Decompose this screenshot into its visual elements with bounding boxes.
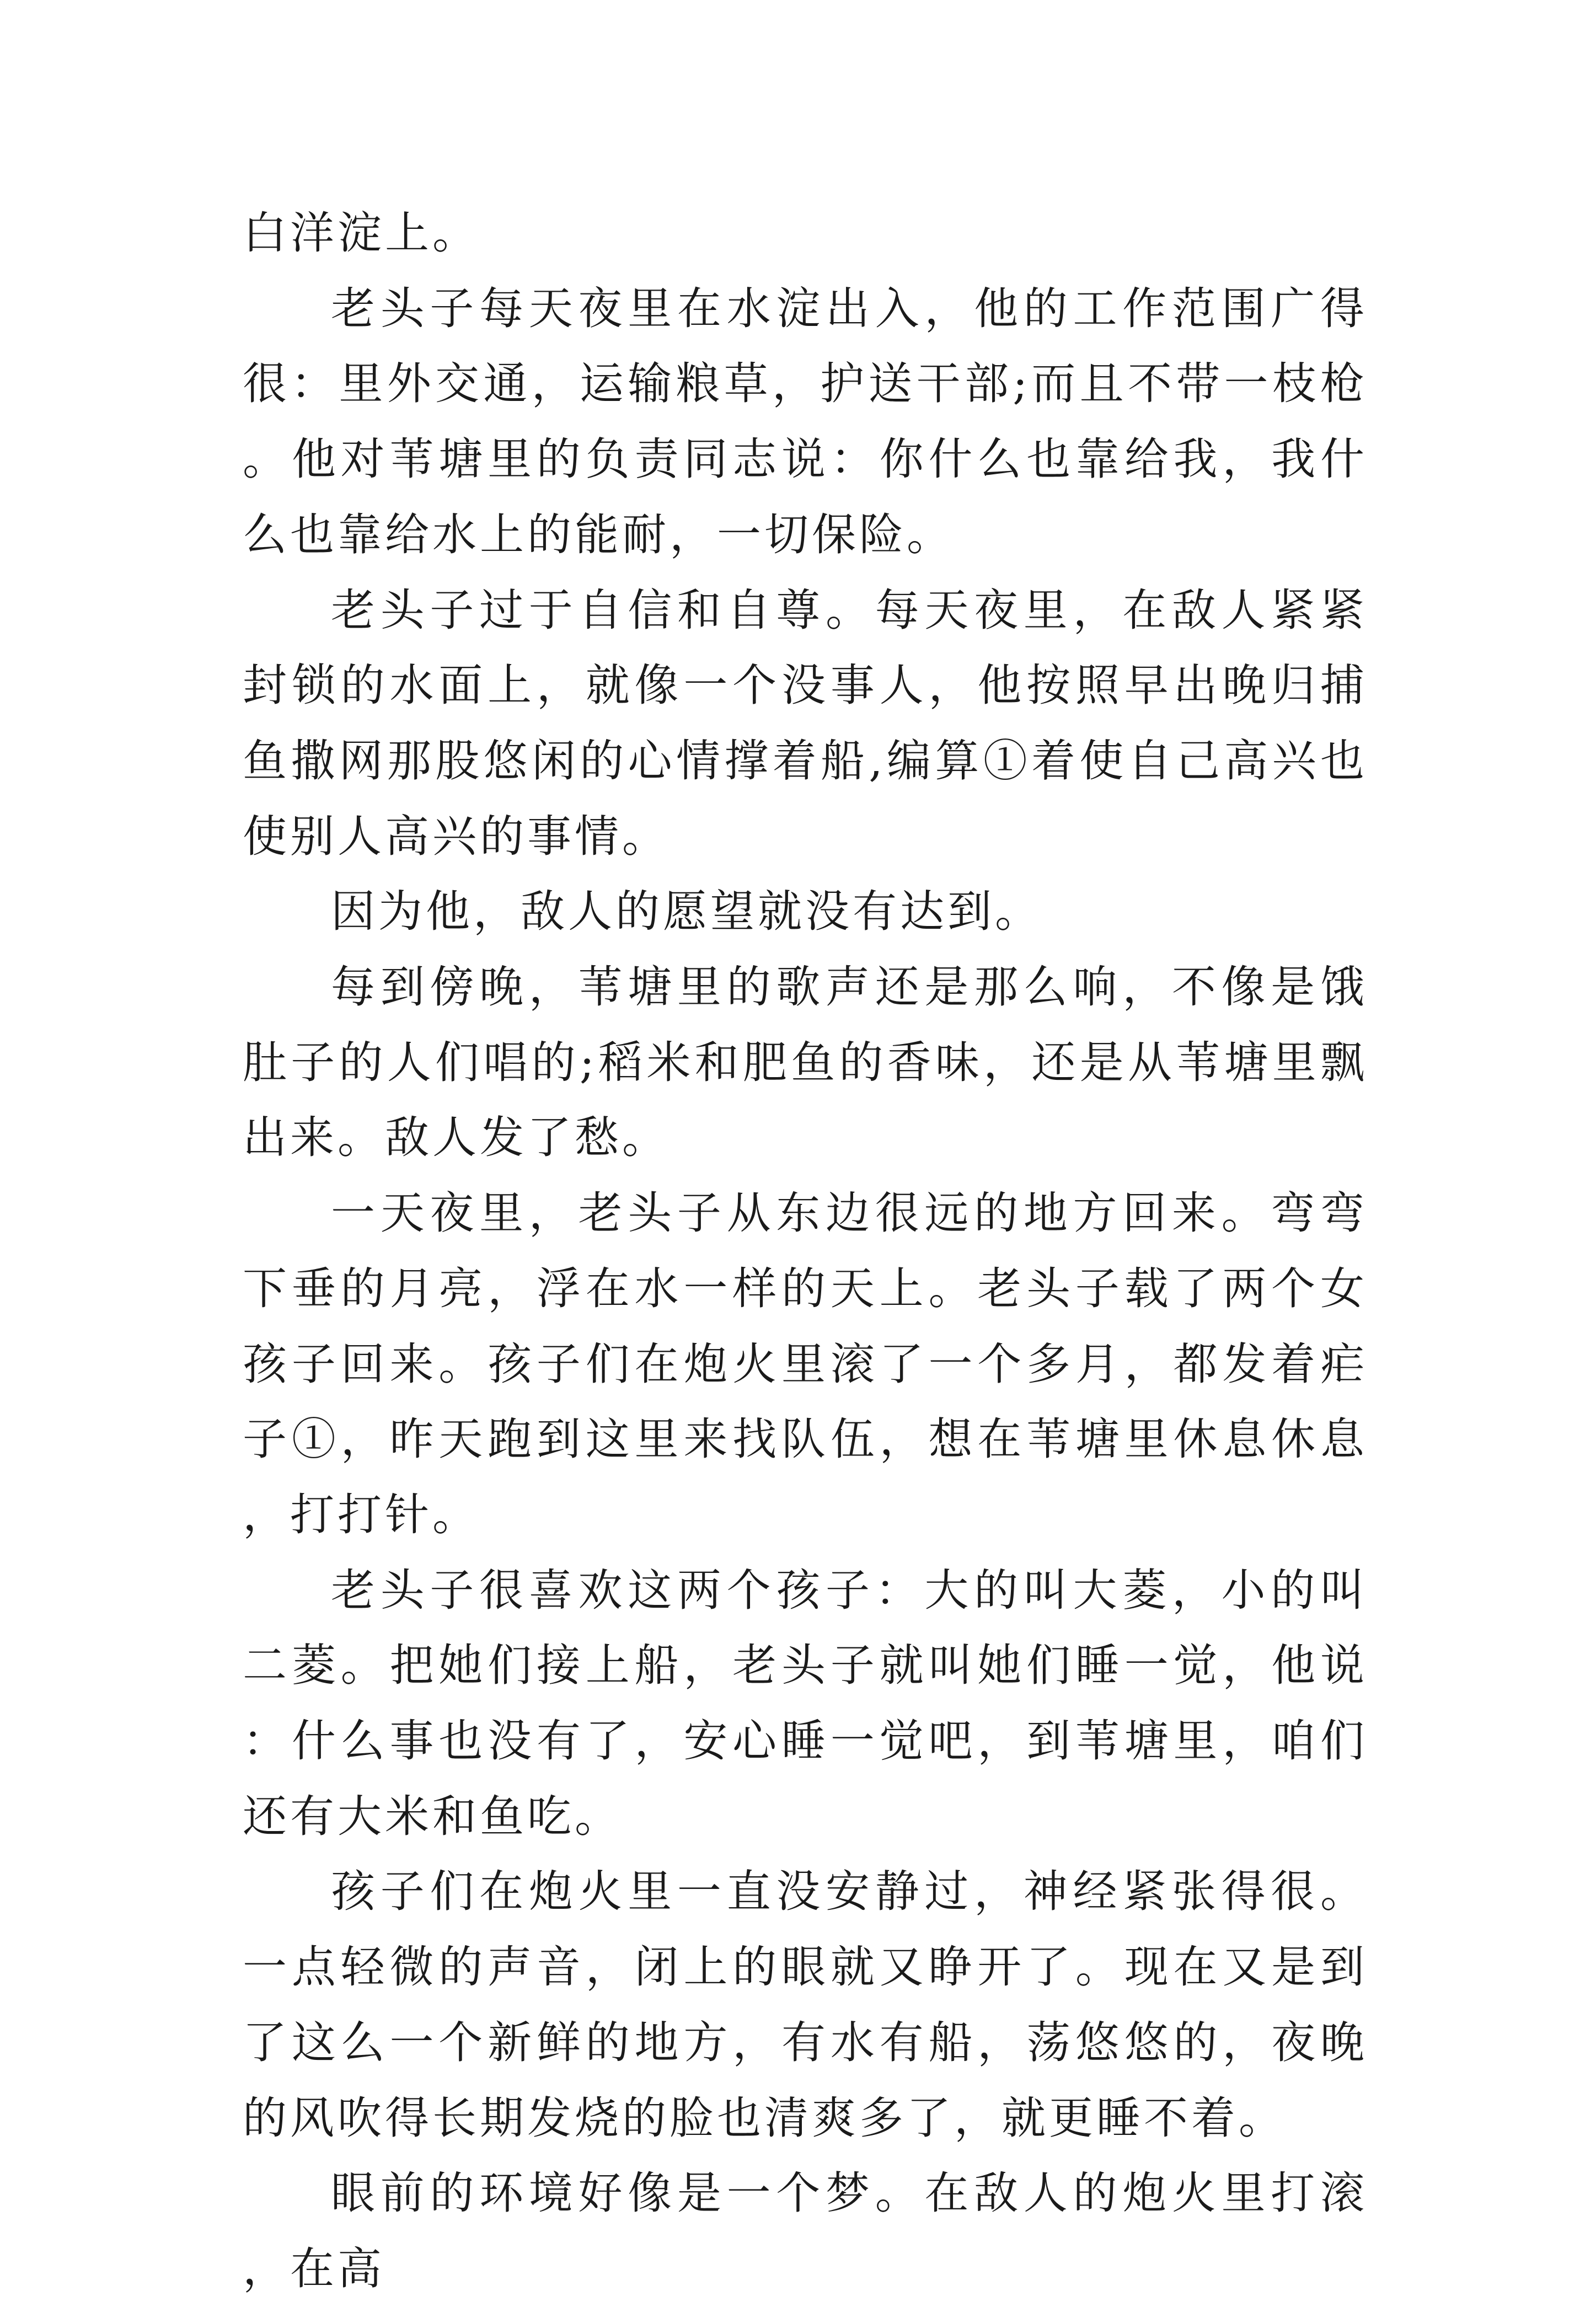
paragraph-2: 老头子每天夜里在水淀出入，他的工作范围广得很：里外交通，运输粮草，护送干部;而且不带一枝枪。他对苇塘里的负责同志说：你什么也靠给我，我什么也靠给水上的能耐，一切保险。 bbox=[243, 282, 1368, 560]
paragraph-4: 因为他，敌人的愿望就没有达到。 bbox=[331, 886, 1042, 938]
paragraph-6: 一天夜里，老头子从东边很远的地方回来。弯弯下垂的月亮，浮在水一样的天上。老头子载了两个女孩子回来。孩子们在炮火里滚了一个多月，都发着疟子①，昨天跑到这里来找队伍，想在苇塘里休息休息，打打针。 bbox=[243, 1187, 1368, 1540]
paragraph-1: 白洋淀上。 bbox=[243, 207, 480, 259]
paragraph-8: 孩子们在炮火里一直没安静过，神经紧张得很。一点轻微的声音，闭上的眼就又睁开了。现在又是到了这么一个新鲜的地方，有水有船，荡悠悠的，夜晚的风吹得长期发烧的脸也清爽多了，就更睡不着。 bbox=[243, 1866, 1368, 2144]
paragraph-9: 眼前的环境好像是一个梦。在敌人的炮火里打滚，在高 bbox=[243, 2167, 1368, 2294]
paragraph-7: 老头子很喜欢这两个孩子：大的叫大菱，小的叫二菱。把她们接上船，老头子就叫她们睡一觉，他说：什么事也没有了，安心睡一觉吧，到苇塘里，咱们还有大米和鱼吃。 bbox=[243, 1564, 1368, 1842]
paragraph-5: 每到傍晚，苇塘里的歌声还是那么响，不像是饿肚子的人们唱的;稻米和肥鱼的香味，还是从苇塘里飘出来。敌人发了愁。 bbox=[243, 961, 1368, 1164]
story-text-body bbox=[243, 196, 1368, 2307]
paragraph-3: 老头子过于自信和自尊。每天夜里，在敌人紧紧封锁的水面上，就像一个没事人，他按照早出晚归捕鱼撒网那股悠闲的心情撑着船,编算①着使自己高兴也使别人高兴的事情。 bbox=[243, 584, 1368, 862]
